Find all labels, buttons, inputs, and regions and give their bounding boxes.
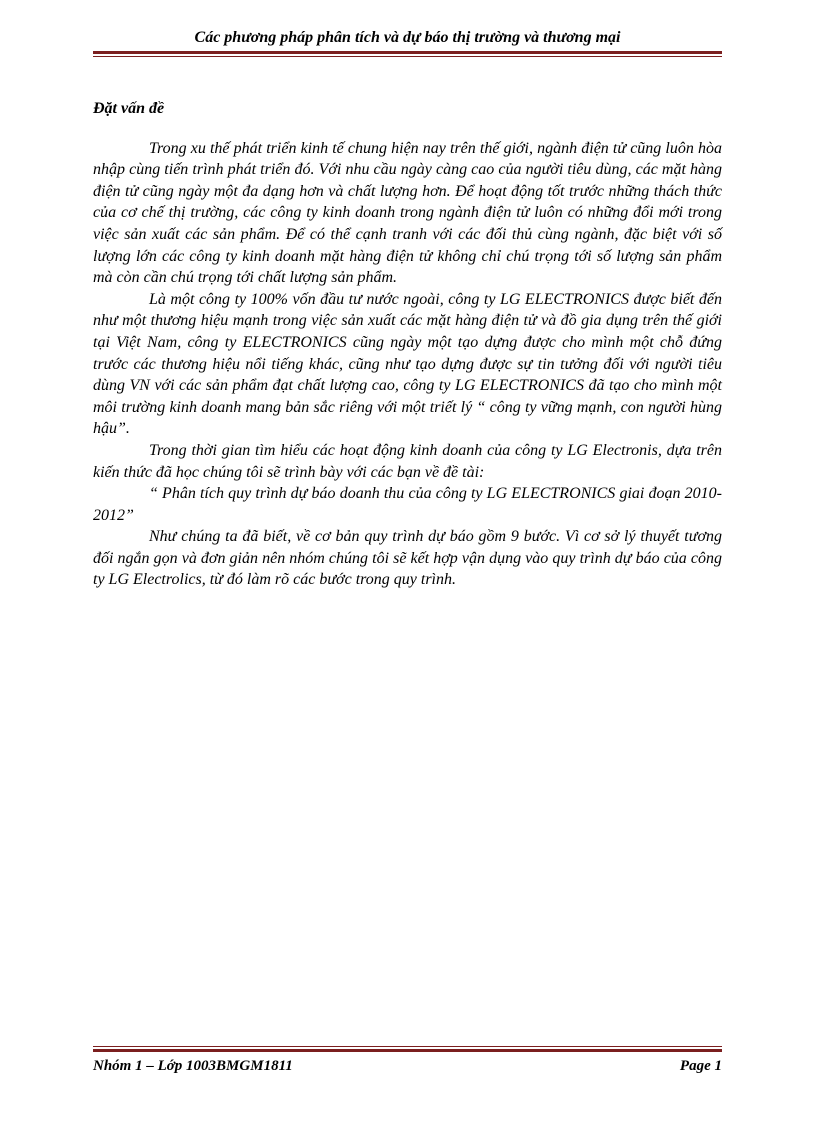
footer-page-number: Page 1 xyxy=(679,1058,722,1074)
paragraph-topic: “ Phân tích quy trình dự báo doanh thu của công ty LG ELECTRONICS giai đoạn 2010-2012” xyxy=(93,485,722,524)
footer-rule-thin xyxy=(93,1046,722,1047)
document-body xyxy=(93,98,722,591)
footer-group-class: Nhóm 1 – Lớp 1003BMGM1811 xyxy=(93,1058,293,1074)
header-rule-thick xyxy=(93,51,722,54)
paragraph-intro: Trong xu thế phát triển kinh tế chung hiện nay trên thế giới, ngành điện tử cũng luôn hòa nhập cùng tiến trình phát triển đó. Với nhu cầu ngày càng cao của người tiêu dùng, các mặt hàng điện tử cũng ngày một đa dạng hơn và chất lượng hơn. Để hoạt động tốt trước những thách thức của cơ chế thị trường, các công ty kinh doanh trong ngành điện tử luôn có những đổi mới trong việc sản xuất các sản phẩm. Để có thể cạnh tranh với các đối thủ cùng ngành, đặc biệt với số lượng lớn các công ty kinh doanh mặt hàng điện tử không chỉ chú trọng tới số lượng sản phẩm mà còn cần chú trọng tới chất lượng sản phẩm. xyxy=(93,139,722,287)
section-heading: Đặt vấn đề xyxy=(93,100,165,117)
footer-rule-thick xyxy=(93,1049,722,1052)
header-rule-thin xyxy=(93,56,722,57)
paragraph-research: Trong thời gian tìm hiểu các hoạt động kinh doanh của công ty LG Electronis, dựa trên kiến thức đã học chúng tôi sẽ trình bày với các bạn về đề tài: xyxy=(93,441,722,481)
paragraph-company: Là một công ty 100% vốn đầu tư nước ngoài, công ty LG ELECTRONICS được biết đến như một thương hiệu mạnh trong việc sản xuất các mặt hàng điện tử và đồ gia dụng trên thế giới tại Việt Nam, công ty ELECTRONICS cũng ngày một tạo dựng được cho mình một chỗ đứng trước các thương hiệu nổi tiếng khác, cũng như tạo dựng được sự tin tưởng đối với người tiêu dùng VN với các sản phẩm đạt chất lượng cao, công ty LG ELECTRONICS đã tạo cho mình một môi trường kinh doanh mang bản sắc riêng với một triết lý “ công ty vững mạnh, con người hùng hậu”. xyxy=(93,290,722,438)
paragraph-process: Như chúng ta đã biết, về cơ bản quy trình dự báo gồm 9 bước. Vì cơ sở lý thuyết tương đối ngắn gọn và đơn giản nên nhóm chúng tôi sẽ kết hợp vận dụng vào quy trình dự báo của công ty LG Electrolics, từ đó làm rõ các bước trong quy trình. xyxy=(93,528,722,589)
page-header-title: Các phương pháp phân tích và dự báo thị trường và thương mại xyxy=(194,29,621,46)
